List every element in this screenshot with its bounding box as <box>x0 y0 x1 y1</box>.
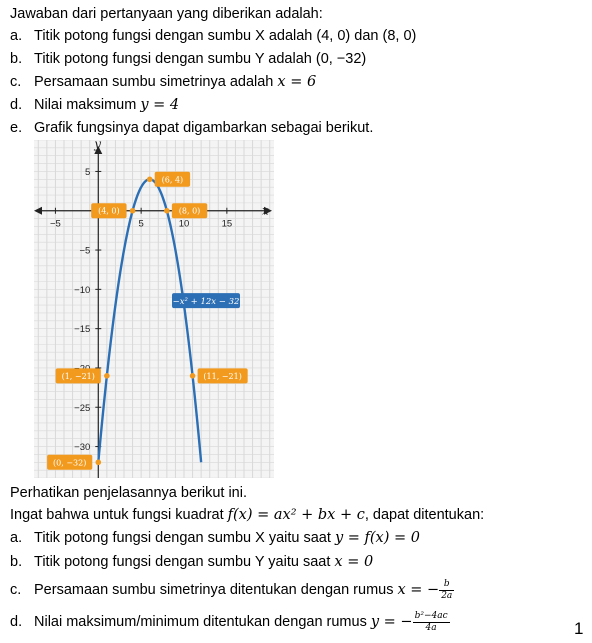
y-tick-label: −10 <box>74 284 91 296</box>
y-tick-label: −15 <box>74 324 91 336</box>
answer-b <box>10 50 366 68</box>
rule-a <box>10 529 420 547</box>
explain-title: Perhatikan penjelasannya berikut ini. <box>10 485 247 501</box>
y-tick-label: −5 <box>79 245 91 257</box>
answer-d <box>10 96 179 114</box>
rule-d-math: y = − <box>370 614 413 630</box>
point-marker <box>190 373 196 379</box>
answer-e-label: e. <box>10 120 23 136</box>
rule-d-denominator: 4a <box>425 622 437 633</box>
rule-c-label: c. <box>10 582 22 598</box>
rule-d-fraction <box>413 611 450 634</box>
answer-a-label: a. <box>10 28 23 44</box>
point-marker <box>104 373 110 379</box>
answer-b-text: Titik potong fungsi dengan sumbu Y adalah (0, −32) <box>34 51 367 67</box>
answer-c-text: Persamaan sumbu simetrinya adalah <box>34 74 278 90</box>
answer-c-math: x = 6 <box>277 74 317 90</box>
answer-a-text: Titik potong fungsi dengan sumbu X adalah (4, 0) dan (8, 0) <box>34 28 417 44</box>
x-tick-label: 10 <box>178 218 190 230</box>
rule-a-label: a. <box>10 530 23 546</box>
explain-intro-after: , dapat ditentukan: <box>364 507 485 523</box>
y-tick-label: −30 <box>74 442 91 454</box>
y-tick-label: 5 <box>84 166 91 178</box>
point-marker <box>130 208 136 214</box>
answer-d-label: d. <box>10 97 23 113</box>
rule-d-text: Nilai maksimum/minimum ditentukan dengan rumus <box>34 614 371 630</box>
answer-d-text: Nilai maksimum <box>34 97 141 113</box>
point-label: (11, −21) <box>203 371 242 381</box>
point-label: (1, −21) <box>61 371 95 381</box>
x-tick-label: 15 <box>221 218 233 230</box>
y-axis-label: y <box>94 140 102 151</box>
rule-c-fraction <box>439 579 454 602</box>
answer-e-text: Grafik fungsinya dapat digambarkan sebagai berikut. <box>34 120 374 136</box>
point-label: (6, 4) <box>161 175 184 185</box>
point-marker <box>164 208 170 214</box>
rule-b-text: Titik potong fungsi dengan sumbu Y yaitu saat <box>34 554 335 570</box>
rule-a-text: Titik potong fungsi dengan sumbu X yaitu saat <box>34 530 335 546</box>
explain-intro-math: f(x) = ax² + bx + c <box>227 507 365 523</box>
rule-c <box>10 576 454 604</box>
answer-c-label: c. <box>10 74 22 90</box>
parabola-graph <box>34 140 274 478</box>
answer-e <box>10 119 373 137</box>
x-tick-label: 5 <box>138 218 144 230</box>
explain-intro <box>10 506 484 524</box>
answer-c <box>10 73 316 91</box>
rule-c-text: Persamaan sumbu simetrinya ditentukan dengan rumus <box>34 582 398 598</box>
plot-background <box>34 140 274 478</box>
point-label: (4, 0) <box>98 206 120 216</box>
rule-b <box>10 553 373 571</box>
rule-d-numerator: b²−4ac <box>414 610 448 621</box>
rule-d-label: d. <box>10 614 23 630</box>
rule-c-denominator: 2a <box>441 590 453 601</box>
point-marker <box>147 177 153 183</box>
intro-text: Jawaban dari pertanyaan yang diberikan adalah: <box>10 6 323 22</box>
point-label: (8, 0) <box>178 206 201 216</box>
answer-a <box>10 27 416 45</box>
y-tick-label: −25 <box>74 402 91 414</box>
x-axis-label: x <box>262 203 269 218</box>
rule-c-math: x = − <box>397 582 440 598</box>
explain-intro-before: Ingat bahwa untuk fungsi kuadrat <box>10 507 228 523</box>
equation-label: −x² + 12x − 32 <box>172 297 240 308</box>
point-marker <box>95 459 101 465</box>
answer-d-math: y = 4 <box>140 97 180 113</box>
rule-c-numerator: b <box>439 579 454 591</box>
page-number: 1 <box>574 619 584 638</box>
answer-b-label: b. <box>10 51 23 67</box>
rule-a-math: y = f(x) = 0 <box>334 530 420 546</box>
rule-b-math: x = 0 <box>334 554 374 570</box>
rule-b-label: b. <box>10 554 23 570</box>
rule-d <box>10 608 450 636</box>
point-label: (0, −32) <box>53 458 87 468</box>
x-tick-label: −5 <box>50 218 61 230</box>
